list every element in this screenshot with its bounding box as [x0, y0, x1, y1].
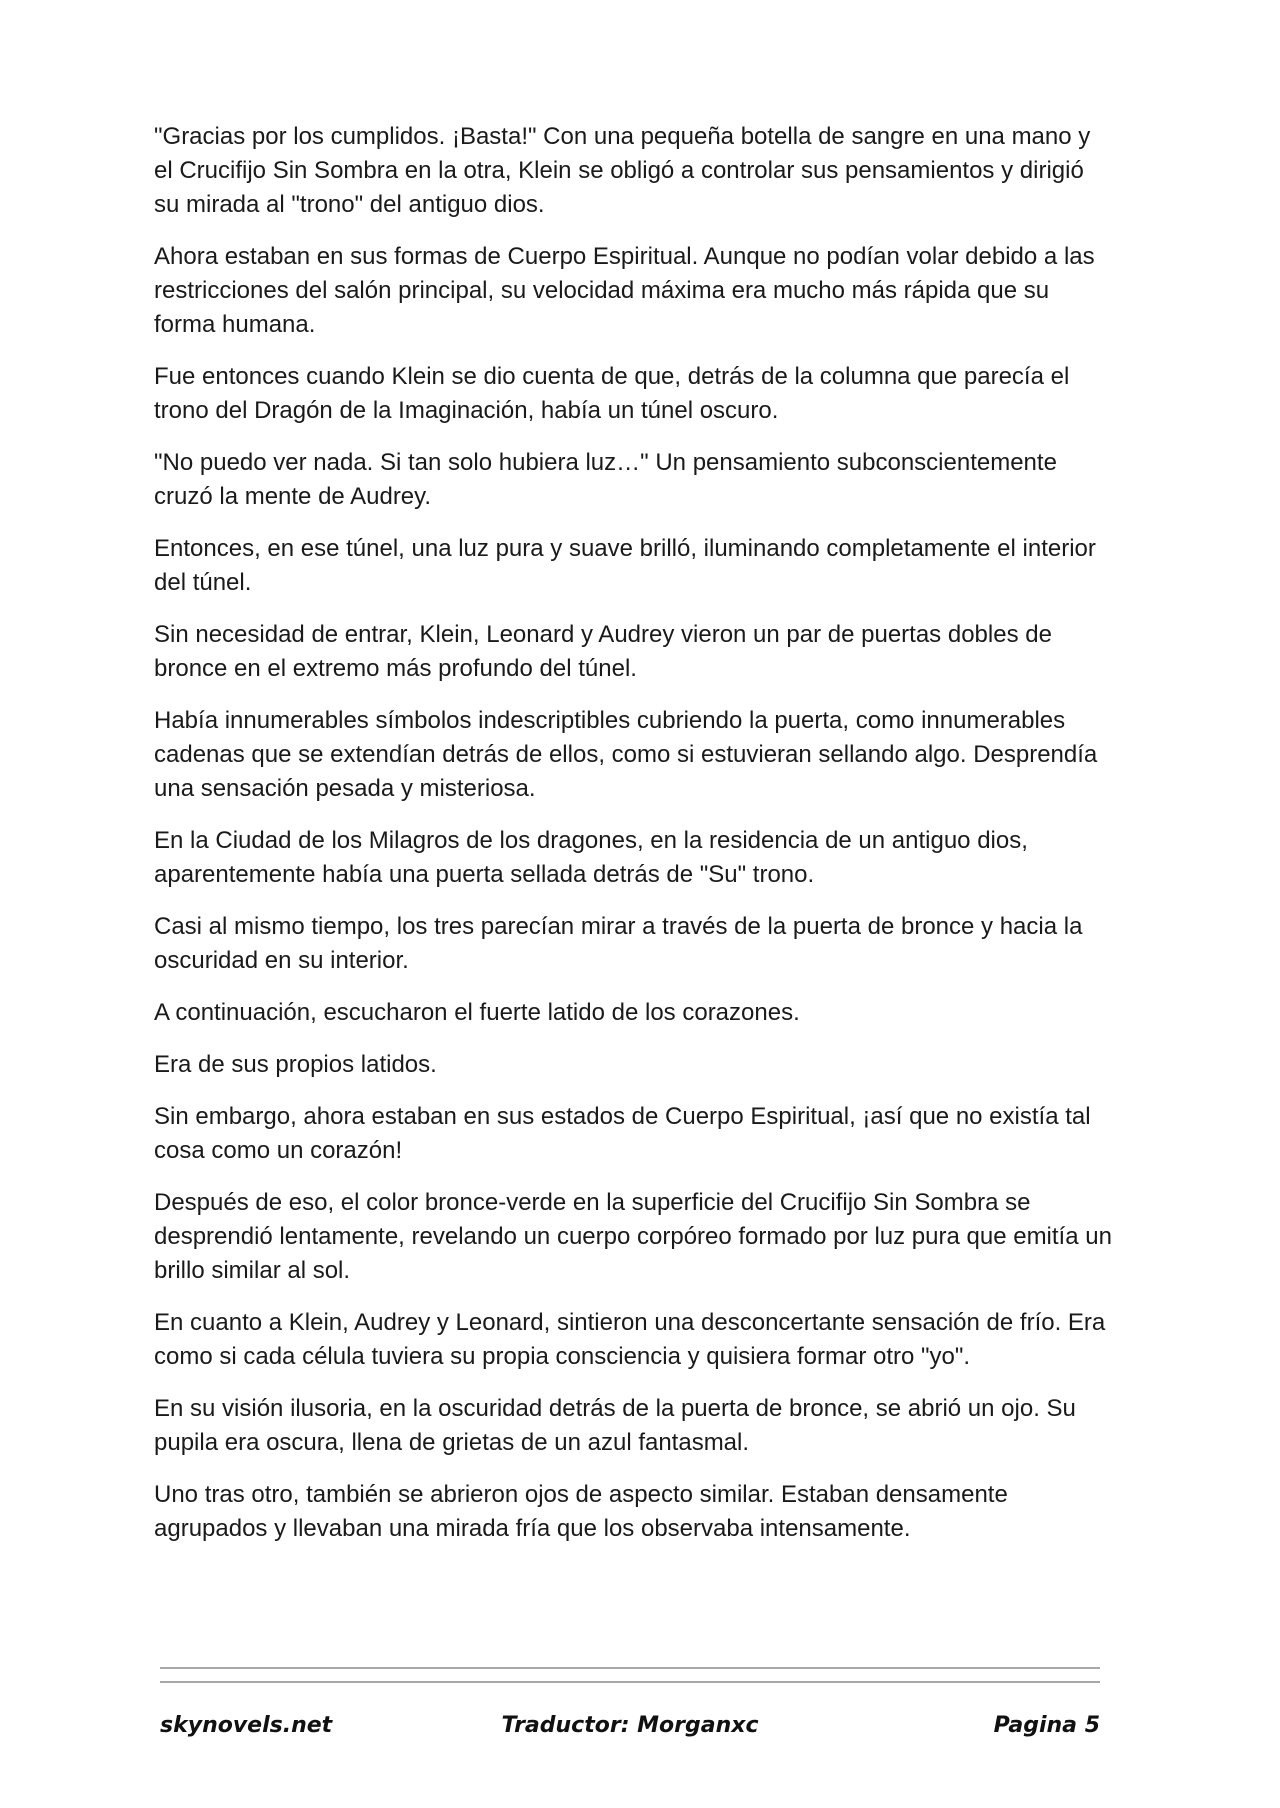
- paragraph: Uno tras otro, también se abrieron ojos de aspecto similar. Estaban densamente agrupados y llevaban una mirada fría que los observaba intensamente.: [154, 1481, 1008, 1542]
- paragraph: Casi al mismo tiempo, los tres parecían mirar a través de la puerta de bronce y hacia la oscuridad en su interior.: [154, 913, 1083, 974]
- paragraph: Era de sus propios latidos.: [154, 1051, 437, 1078]
- paragraph: "No puedo ver nada. Si tan solo hubiera luz…" Un pensamiento subconscientemente cruzó la mente de Audrey.: [154, 449, 1057, 510]
- paragraph: Después de eso, el color bronce-verde en la superficie del Crucifijo Sin Sombra se desprendió lentamente, revelando un cuerpo corpóreo formado por luz pura que emitía un brillo similar al sol.: [154, 1189, 1112, 1284]
- paragraph: Entonces, en ese túnel, una luz pura y suave brilló, iluminando completamente el interior del túnel.: [154, 535, 1096, 596]
- footer-site: skynovels.net: [160, 1713, 333, 1738]
- paragraph: Había innumerables símbolos indescriptibles cubriendo la puerta, como innumerables cadenas que se extendían detrás de ellos, como si estuvieran sellando algo. Desprendía una sensación pesada y misteriosa.: [154, 707, 1098, 802]
- paragraph: En la Ciudad de los Milagros de los dragones, en la residencia de un antiguo dios, aparentemente había una puerta sellada detrás de "Su" trono.: [154, 827, 1028, 888]
- paragraph: "Gracias por los cumplidos. ¡Basta!" Con una pequeña botella de sangre en una mano y el Crucifijo Sin Sombra en la otra, Klein se obligó a controlar sus pensamientos y dirigió su mirada al "trono" del antiguo dios.: [154, 123, 1091, 218]
- page-footer: [160, 1713, 1100, 1747]
- footer-page-number: Pagina 5: [993, 1713, 1100, 1738]
- paragraph: Sin necesidad de entrar, Klein, Leonard y Audrey vieron un par de puertas dobles de bronce en el extremo más profundo del túnel.: [154, 621, 1052, 682]
- paragraph: En cuanto a Klein, Audrey y Leonard, sintieron una desconcertante sensación de frío. Era como si cada célula tuviera su propia consciencia y quisiera formar otro "yo".: [154, 1309, 1106, 1370]
- paragraph: Fue entonces cuando Klein se dio cuenta de que, detrás de la columna que parecía el trono del Dragón de la Imaginación, había un túnel oscuro.: [154, 363, 1070, 424]
- footer-translator: Traductor: Morganxc: [501, 1713, 759, 1738]
- page-body: [154, 120, 1114, 1564]
- paragraph: En su visión ilusoria, en la oscuridad detrás de la puerta de bronce, se abrió un ojo. Su pupila era oscura, llena de grietas de un azul fantasmal.: [154, 1395, 1076, 1456]
- paragraph: Sin embargo, ahora estaban en sus estados de Cuerpo Espiritual, ¡así que no existía tal cosa como un corazón!: [154, 1103, 1091, 1164]
- footer-rule-top: [160, 1667, 1100, 1669]
- paragraph: A continuación, escucharon el fuerte latido de los corazones.: [154, 999, 800, 1026]
- footer-rule-bottom: [160, 1681, 1100, 1683]
- paragraph: Ahora estaban en sus formas de Cuerpo Espiritual. Aunque no podían volar debido a las restricciones del salón principal, su velocidad máxima era mucho más rápida que su forma humana.: [154, 243, 1095, 338]
